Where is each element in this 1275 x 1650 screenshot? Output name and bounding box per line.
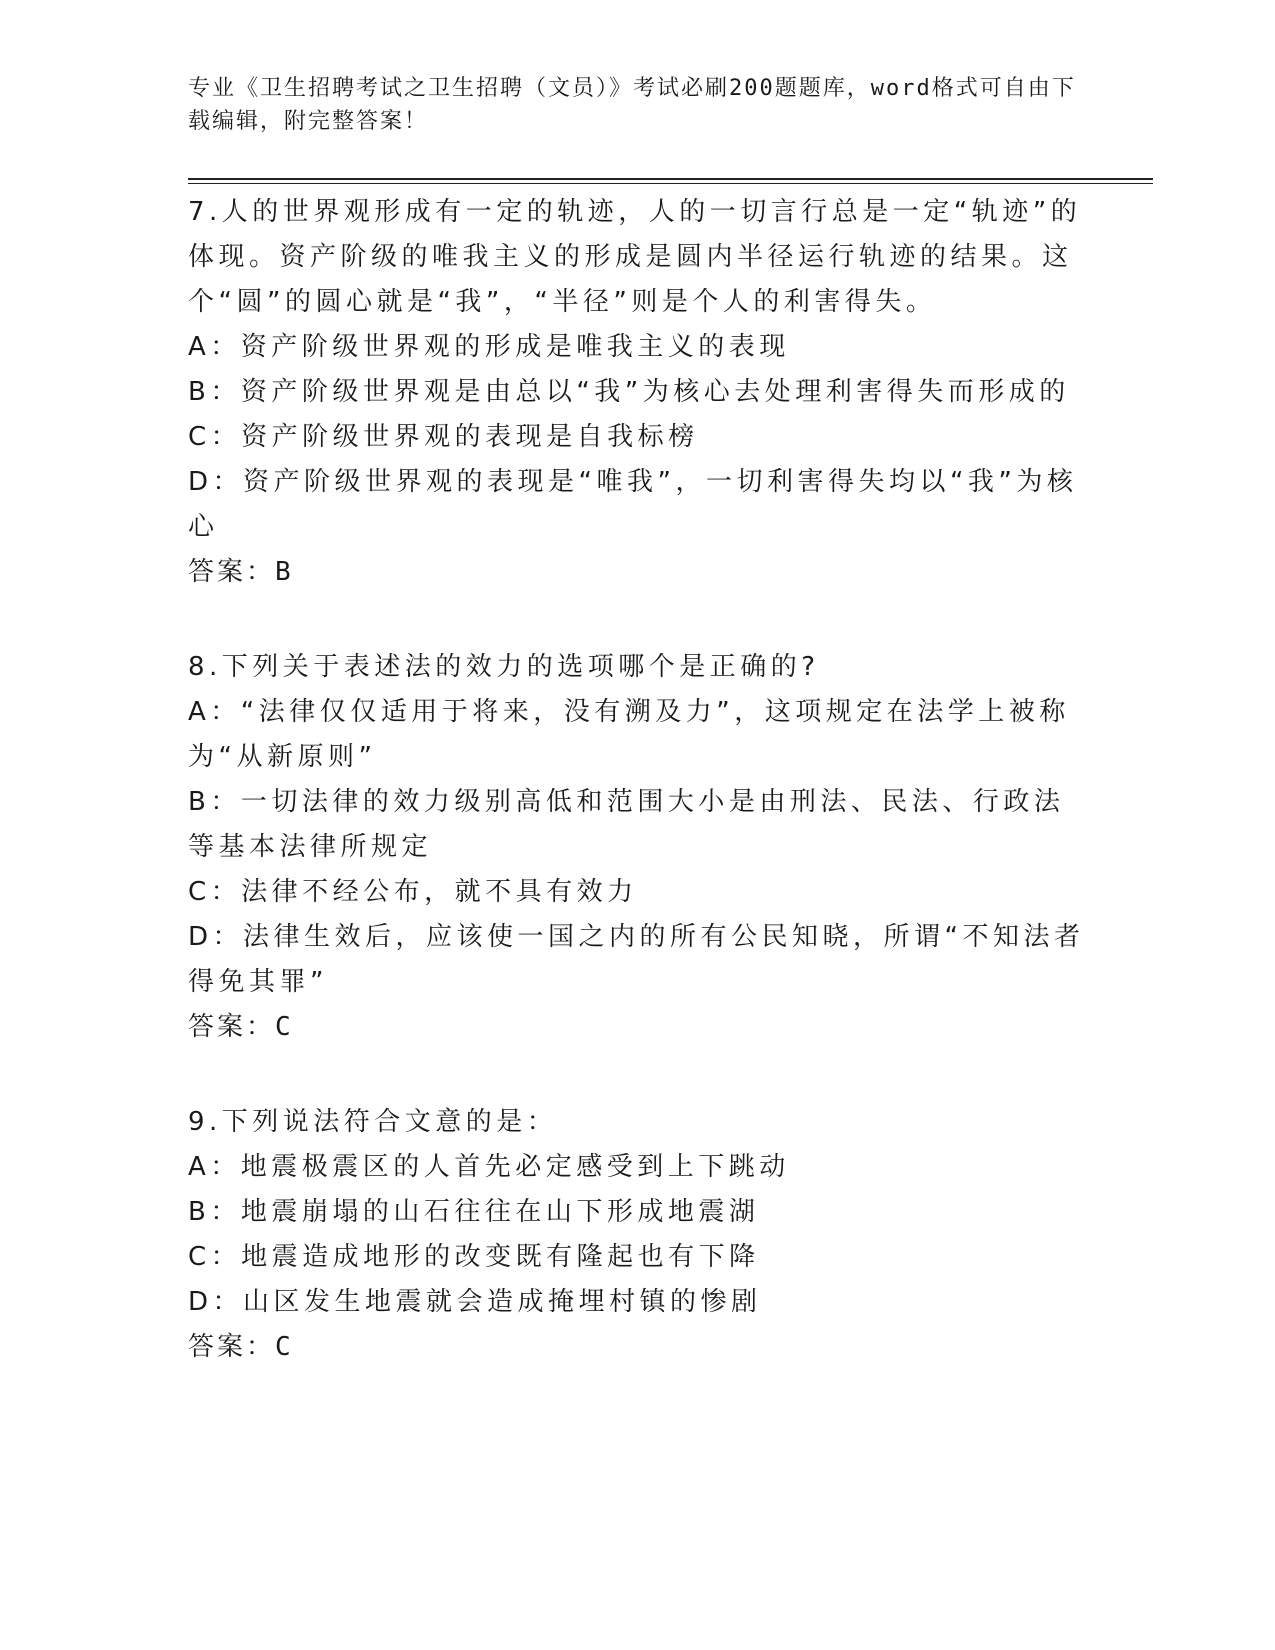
option-c: C：地震造成地形的改变既有隆起也有下降 <box>188 1242 760 1272</box>
answer <box>188 550 1088 595</box>
option-a: A：地震极震区的人首先必定感受到上下跳动 <box>188 1152 790 1182</box>
answer-value: B <box>275 557 292 587</box>
answer-value: C <box>275 1332 292 1362</box>
page-header: 专业《卫生招聘考试之卫生招聘（文员）》考试必刷200题题库，word格式可自由下载编辑，附完整答案！ <box>188 76 1076 134</box>
answer-label: 答案： <box>188 1012 276 1042</box>
option-c: C：法律不经公布，就不具有效力 <box>188 877 638 907</box>
answer-value: C <box>275 1012 292 1042</box>
option-d: D：法律生效后，应该使一国之内的所有公民知晓，所谓“不知法者得免其罪” <box>188 922 1085 997</box>
question-7 <box>188 190 1088 595</box>
option-b: B：地震崩塌的山石往往在山下形成地震湖 <box>188 1197 760 1227</box>
header-divider-thick <box>188 178 1153 180</box>
answer-label: 答案： <box>188 1332 276 1362</box>
option-d: D：山区发生地震就会造成掩埋村镇的惨剧 <box>188 1287 762 1317</box>
question-list <box>188 190 1088 1420</box>
header-divider-thin <box>188 183 1153 184</box>
option-a: A：“法律仅仅适用于将来，没有溯及力”，这项规定在法学上被称为“从新原则” <box>188 697 1070 772</box>
option-c: C：资产阶级世界观的表现是自我标榜 <box>188 422 699 452</box>
option-b: B：资产阶级世界观是由总以“我”为核心去处理利害得失而形成的 <box>188 377 1070 407</box>
answer-label: 答案： <box>188 557 276 587</box>
question-stem: 7.人的世界观形成有一定的轨迹，人的一切言行总是一定“轨迹”的体现。资产阶级的唯我主义的形成是圆内半径运行轨迹的结果。这个“圆”的圆心就是“我”，“半径”则是个人的利害得失。 <box>188 197 1082 317</box>
question-stem: 9.下列说法符合文意的是： <box>188 1107 558 1137</box>
question-stem: 8.下列关于表述法的效力的选项哪个是正确的? <box>188 652 820 682</box>
option-d: D：资产阶级世界观的表现是“唯我”，一切利害得失均以“我”为核心 <box>188 467 1078 542</box>
question-9 <box>188 1100 1088 1370</box>
option-a: A：资产阶级世界观的形成是唯我主义的表现 <box>188 332 790 362</box>
question-8 <box>188 645 1088 1050</box>
answer <box>188 1325 1088 1370</box>
answer <box>188 1005 1088 1050</box>
option-b: B：一切法律的效力级别高低和范围大小是由刑法、民法、行政法等基本法律所规定 <box>188 787 1065 862</box>
